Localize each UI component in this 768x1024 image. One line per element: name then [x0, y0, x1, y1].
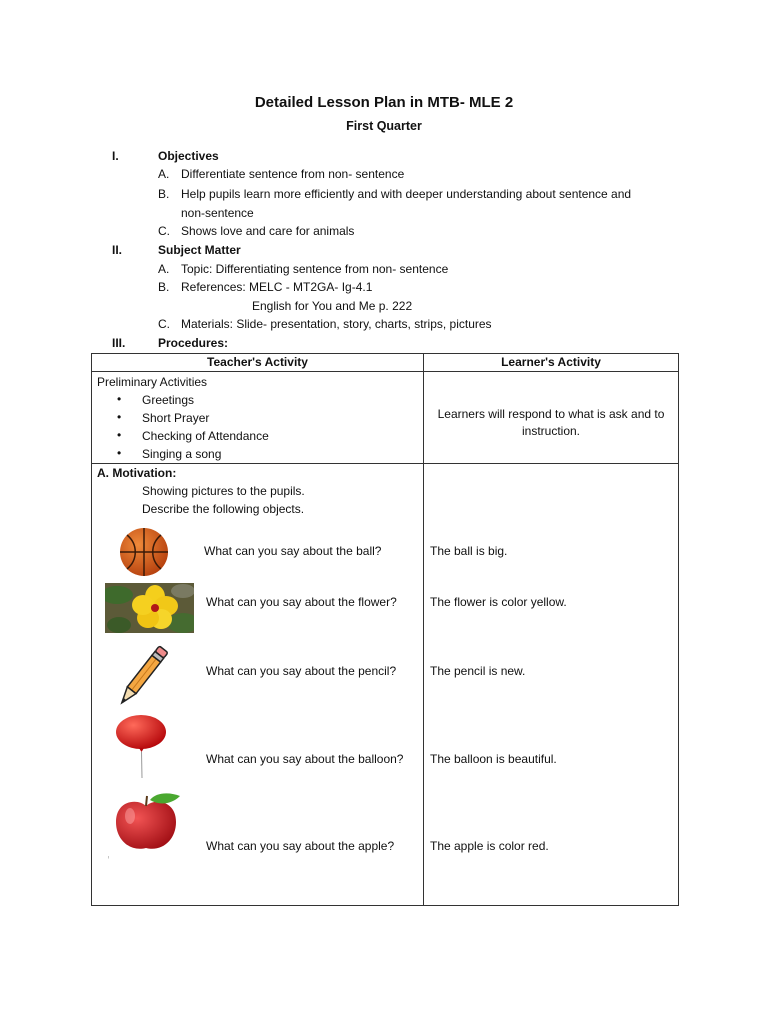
preliminary-cell — [92, 372, 424, 464]
section-heading-procedures: Procedures: — [158, 336, 229, 350]
list-item: Checking of Attendance — [142, 429, 269, 443]
subject-letter: A. — [158, 262, 170, 276]
section-number-subject-matter: II. — [112, 243, 123, 257]
subject-text-continued: English for You and Me p. 222 — [252, 299, 413, 313]
list-item: Greetings — [142, 393, 195, 407]
learner-answer: The ball is big. — [430, 544, 508, 558]
bullet-icon: • — [117, 428, 122, 442]
motivation-heading: A. Motivation: — [97, 466, 177, 480]
subject-letter: B. — [158, 280, 170, 294]
preliminary-heading: Preliminary Activities — [97, 375, 208, 389]
learner-activity-header: Learner's Activity — [424, 354, 679, 372]
image-divider: | — [108, 855, 109, 859]
section-number-procedures: III. — [112, 336, 126, 350]
teacher-activity-header: Teacher's Activity — [92, 354, 424, 372]
bullet-icon: • — [117, 446, 122, 460]
document-title: Detailed Lesson Plan in MTB- MLE 2 — [254, 94, 514, 111]
objective-text: Shows love and care for animals — [181, 224, 355, 238]
objective-text-continued: non-sentence — [181, 206, 254, 220]
section-number-objectives: I. — [112, 149, 119, 163]
list-item: Singing a song — [142, 447, 222, 461]
preliminary-learner-cell: Learners will respond to what is ask and to instruction. — [424, 372, 679, 464]
balloon-icon — [114, 714, 170, 780]
objective-letter: C. — [158, 224, 170, 238]
learner-answer: The balloon is beautiful. — [430, 752, 557, 766]
procedures-table — [91, 353, 679, 906]
motivation-line: Showing pictures to the pupils. — [142, 484, 305, 498]
flower-icon — [105, 583, 194, 633]
learner-answer: The flower is color yellow. — [430, 595, 567, 609]
section-heading-subject-matter: Subject Matter — [158, 243, 241, 257]
table-header-row — [92, 354, 679, 372]
motivation-question: What can you say about the balloon? — [206, 752, 404, 766]
pencil-icon — [114, 640, 176, 708]
subject-text: Topic: Differentiating sentence from non- sentence — [181, 262, 449, 276]
section-heading-objectives: Objectives — [158, 149, 219, 163]
bullet-icon: • — [117, 410, 122, 424]
table-row — [92, 372, 679, 464]
list-item: Short Prayer — [142, 411, 210, 425]
objective-text: Help pupils learn more efficiently and with deeper understanding about sentence and — [181, 187, 632, 201]
apple-icon — [108, 792, 185, 859]
subject-text: Materials: Slide- presentation, story, charts, strips, pictures — [181, 317, 492, 331]
learner-answer: The apple is color red. — [430, 839, 549, 853]
learner-answer: The pencil is new. — [430, 664, 526, 678]
motivation-question: What can you say about the flower? — [206, 595, 397, 609]
motivation-cell — [92, 464, 424, 906]
objective-letter: B. — [158, 187, 170, 201]
objective-text: Differentiate sentence from non- sentence — [181, 167, 405, 181]
document-subtitle: First Quarter — [346, 119, 422, 133]
motivation-question: What can you say about the ball? — [204, 544, 382, 558]
table-row — [92, 464, 679, 906]
motivation-line: Describe the following objects. — [142, 502, 305, 516]
motivation-question: What can you say about the apple? — [206, 839, 395, 853]
motivation-learner-cell — [424, 464, 679, 906]
basketball-icon — [118, 526, 170, 578]
objective-letter: A. — [158, 167, 170, 181]
bullet-icon: • — [117, 392, 122, 406]
subject-text: References: MELC - MT2GA- Ig-4.1 — [181, 280, 373, 294]
motivation-question: What can you say about the pencil? — [206, 664, 397, 678]
subject-letter: C. — [158, 317, 170, 331]
